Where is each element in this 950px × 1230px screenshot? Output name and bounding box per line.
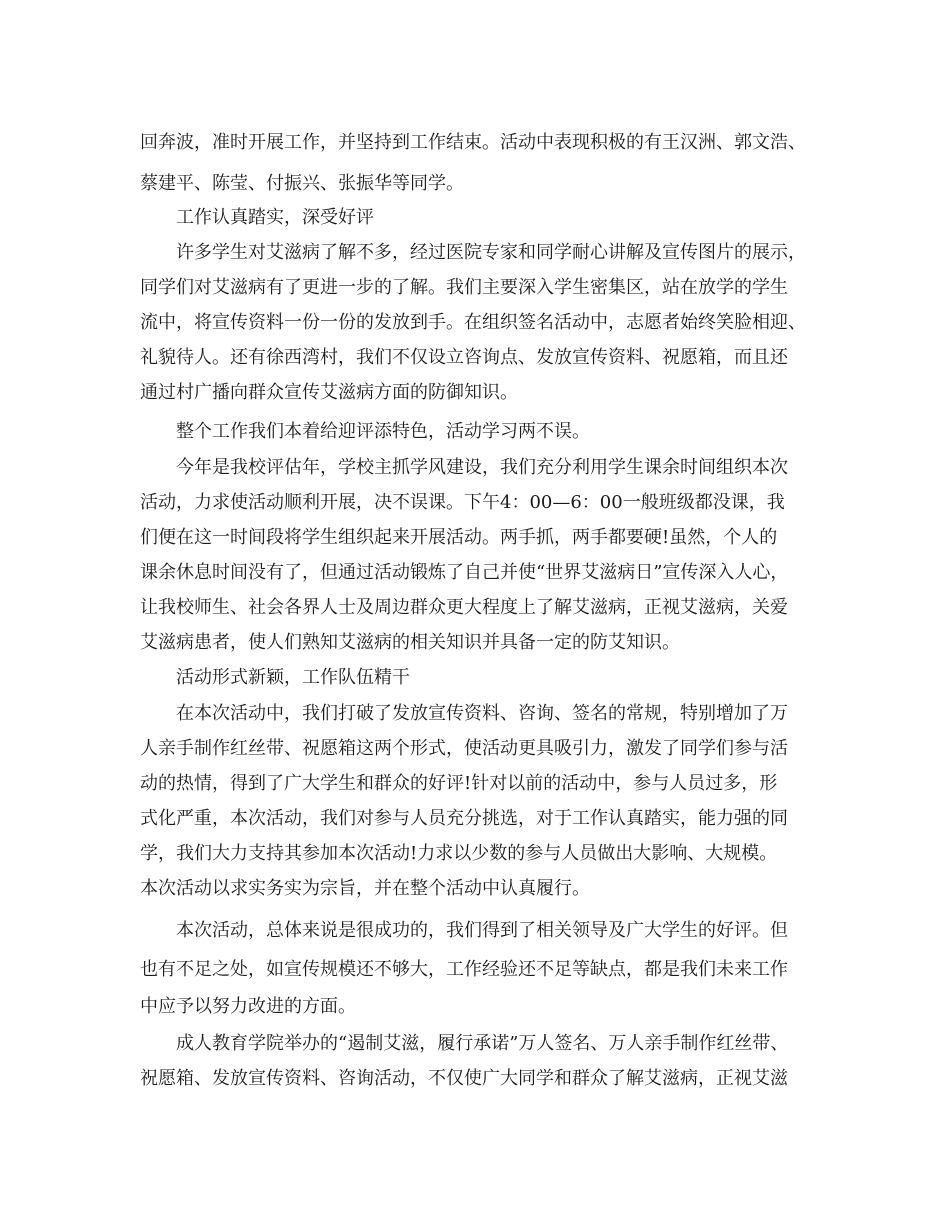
text-line: 动的热情，得到了广大学生和群众的好评!针对以前的活动中，参与人员过多，形 [140, 773, 778, 794]
text-line: 同学们对艾滋病有了更进一步的了解。我们主要深入学生密集区，站在放学的学生 [140, 277, 788, 298]
text-line: 式化严重，本次活动，我们对参与人员充分挑选，对于工作认真踏实，能力强的同 [140, 808, 788, 829]
text-line: 人亲手制作红丝带、祝愿箱这两个形式，使活动更具吸引力，激发了同学们参与活 [140, 738, 788, 759]
text-line: 今年是我校评估年，学校主抓学风建设，我们充分利用学生课余时间组织本次 [176, 457, 788, 478]
text-line: 在本次活动中，我们打破了发放宣传资料、咨询、签名的常规，特别增加了万 [176, 703, 788, 724]
text-line: 们便在这一时间段将学生组织起来开展活动。两手抓，两手都要硬!虽然，个人的 [140, 527, 778, 548]
text-line: 回奔波，准时开展工作，并坚持到工作结束。活动中表现积极的有王汉洲、郭文浩、 [140, 132, 806, 153]
text-line: 也有不足之处，如宣传规模还不够大，工作经验还不足等缺点，都是我们未来工作 [140, 959, 788, 980]
text-line: 中应予以努力改进的方面。 [140, 996, 356, 1017]
text-line: 学，我们大力支持其参加本次活动!力求以少数的参与人员做出大影响、大规模。 [140, 843, 778, 864]
text-line: 流中，将宣传资料一份一份的发放到手。在组织签名活动中，志愿者始终笑脸相迎、 [140, 312, 806, 333]
text-line: 活动，力求使活动顺利开展，决不误课。下午4：00—6：00一般班级都没课，我 [140, 492, 785, 513]
section-heading: 整个工作我们本着给迎评添特色，活动学习两不误。 [176, 421, 590, 442]
text-line: 成人教育学院举办的“遏制艾滋，履行承诺”万人签名、万人亲手制作红丝带、 [176, 1033, 789, 1054]
text-line: 让我校师生、社会各界人士及周边群众更大程度上了解艾滋病，正视艾滋病，关爱 [140, 597, 788, 618]
section-heading: 活动形式新颖，工作队伍精干 [176, 667, 410, 688]
text-line: 通过村广播向群众宣传艾滋病方面的防御知识。 [140, 382, 518, 403]
text-line: 祝愿箱、发放宣传资料、咨询活动，不仅使广大同学和群众了解艾滋病，正视艾滋 [140, 1068, 788, 1089]
text-line: 本次活动以求实务实为宗旨，并在整个活动中认真履行。 [140, 878, 590, 899]
section-heading: 工作认真踏实，深受好评 [176, 207, 374, 228]
text-line: 礼貌待人。还有徐西湾村，我们不仅设立咨询点、发放宣传资料、祝愿箱，而且还 [140, 347, 788, 368]
text-line: 本次活动，总体来说是很成功的，我们得到了相关领导及广大学生的好评。但 [176, 920, 788, 941]
text-line: 蔡建平、陈莹、付振兴、张振华等同学。 [140, 173, 464, 194]
text-line: 艾滋病患者，使人们熟知艾滋病的相关知识并具备一定的防艾知识。 [140, 632, 680, 653]
text-line: 许多学生对艾滋病了解不多，经过医院专家和同学耐心讲解及宣传图片的展示， [176, 242, 806, 263]
text-line: 课余休息时间没有了，但通过活动锻炼了自己并使“世界艾滋病日”宣传深入人心， [140, 562, 789, 583]
